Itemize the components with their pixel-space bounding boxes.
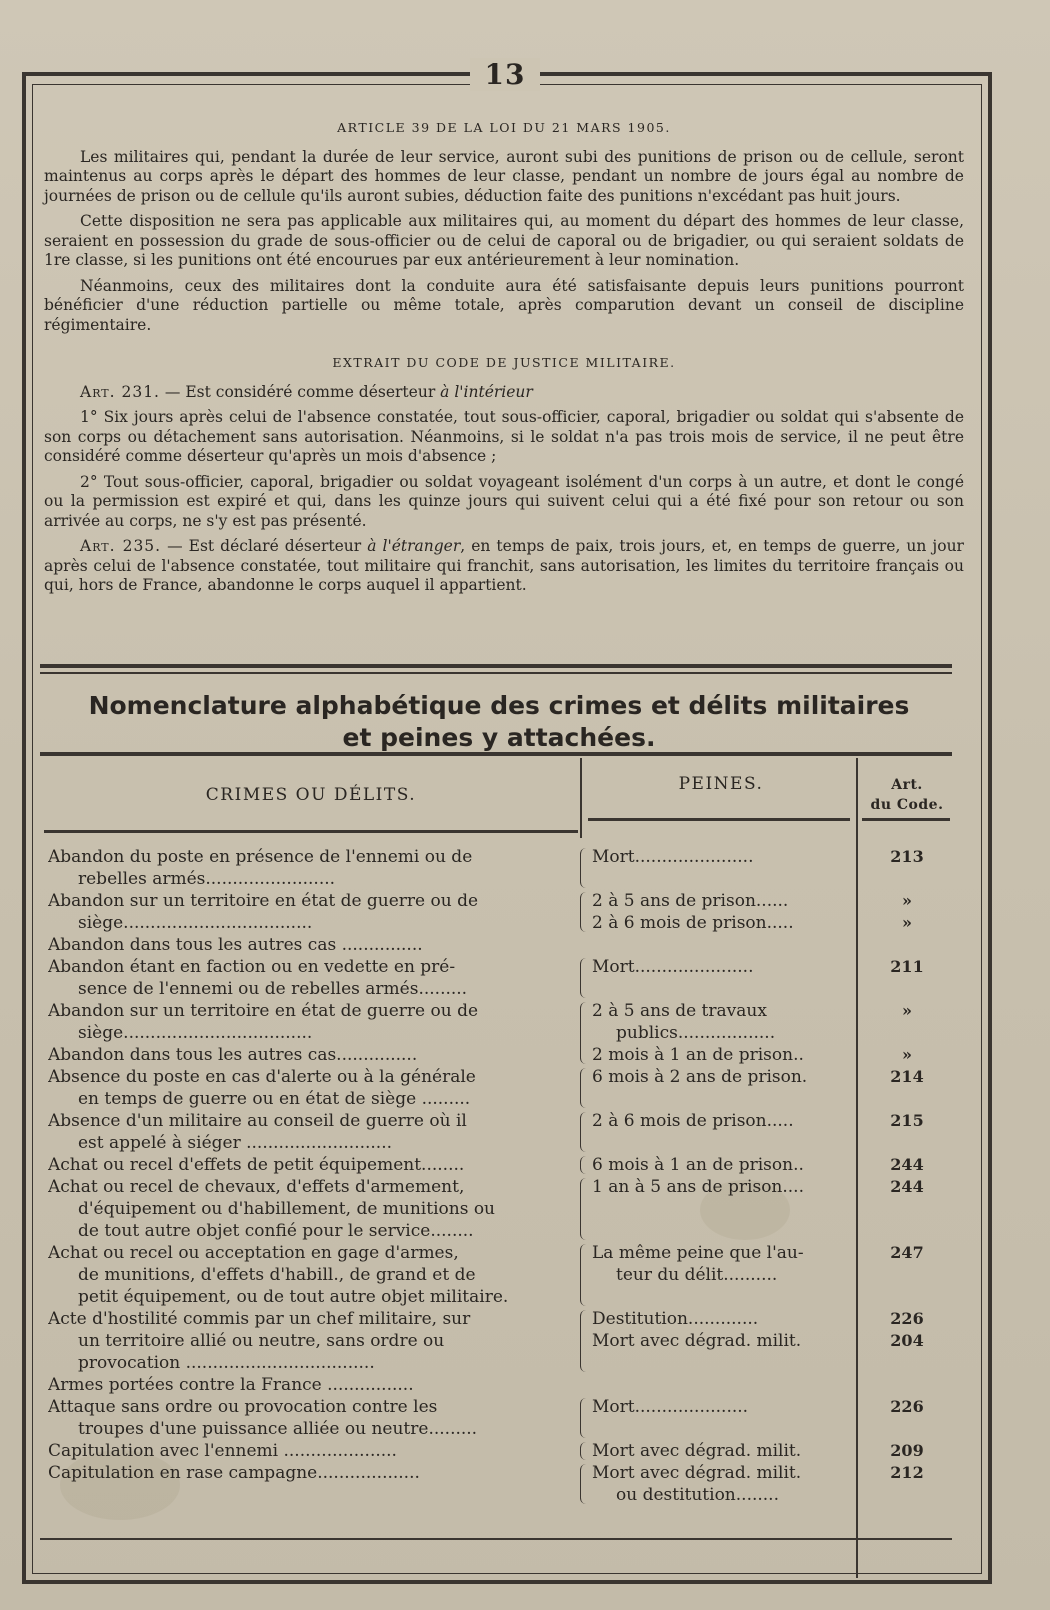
- art231-point2: 2° Tout sous-officier, caporal, brigadier ou soldat voyageant isolément d'un corps à un autre, et dont le congé ou la permission est expiré et qui, dans les quinze jours qui suivent celui qui a été fixé pour son retour ou son arrivée au corps, ne s'y est pas présenté.: [44, 472, 964, 530]
- peine-cell: [592, 956, 854, 978]
- brace-mark: [580, 1398, 591, 1438]
- peine-text: Mort......................: [592, 847, 754, 867]
- brace-mark: [580, 1112, 591, 1152]
- legal-text-section: [44, 110, 964, 602]
- crime-text: siège...................................: [78, 1023, 313, 1043]
- crime-text: Armes portées contre la France ................: [48, 1375, 414, 1395]
- crime-text: troupes d'une puissance alliée ou neutre.........: [78, 1419, 478, 1439]
- peine-cell: [592, 1110, 854, 1132]
- brace-mark: [580, 1442, 591, 1460]
- art231-label: Art. 231.: [80, 382, 160, 401]
- crime-cell: [48, 1462, 578, 1484]
- brace-mark: [580, 1310, 591, 1372]
- header-underline: [862, 818, 950, 821]
- brace-mark: [580, 1464, 591, 1504]
- crime-text: Achat ou recel ou acceptation en gage d'armes,: [48, 1243, 459, 1263]
- peine-text: Mort avec dégrad. milit.: [592, 1331, 802, 1351]
- brace-mark: [580, 958, 591, 998]
- article39-paragraph: Les militaires qui, pendant la durée de leur service, auront subi des punitions de prison ou de cellule, seront maintenus au corps après le départ des hommes de leur classe, pendant un nombre de jours égal au nombre de journées de prison ou de cellule qu'ils auront subies, déduction faite des punitions n'excédant pas huit jours.: [44, 147, 964, 205]
- peine-text: 2 à 5 ans de prison......: [592, 891, 789, 911]
- art231-point1: 1° Six jours après celui de l'absence constatée, tout sous-officier, caporal, brigadier ou soldat qui s'absente de son corps ou détachement sans autorisation. Néanmoins, si le soldat n'a pas trois mois de service, il ne peut être considéré comme déserteur qu'après un mois d'absence ;: [44, 408, 964, 465]
- peine-cell: [592, 1000, 854, 1066]
- art235-body: , en temps de paix, trois jours, et, en temps de guerre, un jour après celui de l'absence constatée, tout militaire qui franchit, sans autorisation, les limites du territoire français ou qui, hors de France, abandonne le corps auquel il appartient.: [44, 537, 964, 594]
- peine-text: La même peine que l'au-: [592, 1243, 804, 1263]
- peine-text: 2 à 5 ans de travaux: [592, 1001, 767, 1021]
- section-divider: [40, 664, 952, 668]
- brace-mark: [580, 1002, 591, 1064]
- peine-cell: [592, 846, 854, 868]
- brace-mark: [580, 848, 591, 888]
- peine-cell: [592, 1396, 854, 1418]
- nomenclature-title-line2: et peines y attachées.: [342, 723, 656, 752]
- art231-intro-text: — Est considéré comme déserteur: [160, 382, 441, 401]
- peine-text: 2 à 6 mois de prison.....: [592, 913, 794, 933]
- crime-cell: [48, 1308, 578, 1374]
- crime-cell: [48, 934, 578, 956]
- crime-cell: [48, 1242, 578, 1308]
- art235-intro-text: — Est déclaré déserteur: [161, 537, 368, 555]
- header-crimes: CRIMES OU DÉLITS.: [205, 785, 417, 805]
- brace-mark: [580, 1156, 591, 1174]
- peine-cell: [592, 1154, 854, 1176]
- crime-cell: [48, 1374, 578, 1396]
- crime-cell: [48, 1440, 578, 1462]
- peine-text: 2 mois à 1 an de prison..: [592, 1045, 804, 1065]
- brace-mark: [580, 1178, 591, 1240]
- peine-cell: [592, 1462, 854, 1506]
- header-article-line2: du Code.: [870, 797, 944, 813]
- column-divider: [856, 758, 858, 1578]
- crime-cell: [48, 1066, 578, 1110]
- crime-text: de munitions, d'effets d'habill., de grand et de: [78, 1265, 476, 1285]
- crime-cell: [48, 1154, 578, 1176]
- crime-cell: [48, 1000, 578, 1044]
- peine-cell: [592, 890, 854, 934]
- header-peines: PEINES.: [678, 774, 764, 794]
- article-number: 244: [890, 1155, 924, 1174]
- crime-text: Abandon dans tous les autres cas ...............: [48, 935, 423, 955]
- crime-text: Capitulation en rase campagne...................: [48, 1463, 420, 1483]
- peine-text: Mort.....................: [592, 1397, 749, 1417]
- peine-cell: [592, 1440, 854, 1462]
- article-number: 214: [890, 1067, 924, 1086]
- article-number: »: [902, 1045, 912, 1064]
- peine-text: publics..................: [616, 1023, 776, 1043]
- crime-text: est appelé à siéger ...........................: [78, 1133, 393, 1153]
- art235-text: [44, 537, 964, 596]
- art235-intro-emphasis: à l'étranger: [367, 537, 461, 555]
- crime-text: Achat ou recel de chevaux, d'effets d'armement,: [48, 1177, 465, 1197]
- crime-text: d'équipement ou d'habillement, de munitions ou: [78, 1199, 496, 1219]
- crime-cell: [48, 1110, 578, 1154]
- peine-cell: [592, 1066, 854, 1088]
- brace-mark: [580, 1068, 591, 1108]
- peine-text: 1 an à 5 ans de prison....: [592, 1177, 804, 1197]
- peine-text: 2 à 6 mois de prison.....: [592, 1111, 794, 1131]
- crime-text: petit équipement, ou de tout autre objet militaire.: [78, 1287, 509, 1307]
- crime-text: Acte d'hostilité commis par un chef militaire, sur: [48, 1309, 471, 1329]
- crime-text: un territoire allié ou neutre, sans ordre ou: [78, 1331, 445, 1351]
- article39-heading: ARTICLE 39 DE LA LOI DU 21 MARS 1905.: [337, 120, 671, 135]
- crime-text: Abandon dans tous les autres cas...............: [48, 1045, 418, 1065]
- peine-text: ou destitution........: [616, 1485, 779, 1505]
- art231-intro: [44, 383, 964, 403]
- article-number: 247: [890, 1243, 924, 1262]
- article-number: »: [902, 913, 912, 932]
- article-number: 204: [890, 1331, 924, 1350]
- peine-cell: [592, 1176, 854, 1198]
- nomenclature-title: [44, 690, 954, 754]
- crime-cell: [48, 1396, 578, 1440]
- crime-text: en temps de guerre ou en état de siège .........: [78, 1089, 471, 1109]
- crime-text: siège...................................: [78, 913, 313, 933]
- peine-text: Mort avec dégrad. milit.: [592, 1463, 802, 1483]
- article-number: 226: [890, 1309, 924, 1328]
- article-number: 212: [890, 1463, 924, 1482]
- page-number: 13: [470, 58, 540, 91]
- crime-text: rebelles armés........................: [78, 869, 336, 889]
- section-divider: [40, 672, 952, 674]
- article-number: 215: [890, 1111, 924, 1130]
- article-number: 213: [890, 847, 924, 866]
- peine-text: 6 mois à 1 an de prison..: [592, 1155, 804, 1175]
- crime-text: sence de l'ennemi ou de rebelles armés.........: [78, 979, 468, 999]
- brace-mark: [580, 892, 591, 932]
- article-number: »: [902, 1001, 912, 1020]
- nomenclature-title-line1: Nomenclature alphabétique des crimes et délits militaires: [88, 691, 910, 720]
- crime-text: Abandon du poste en présence de l'ennemi ou de: [48, 847, 473, 867]
- crime-cell: [48, 846, 578, 890]
- crime-text: Attaque sans ordre ou provocation contre les: [48, 1397, 438, 1417]
- crime-cell: [48, 956, 578, 1000]
- brace-mark: [580, 1244, 591, 1306]
- article-number: 209: [890, 1441, 924, 1460]
- crime-text: Achat ou recel d'effets de petit équipement........: [48, 1155, 465, 1175]
- crime-cell: [48, 890, 578, 934]
- crime-cell: [48, 1176, 578, 1242]
- column-divider: [580, 758, 582, 838]
- article-number: »: [902, 891, 912, 910]
- crime-text: Abandon étant en faction ou en vedette en pré-: [48, 957, 456, 977]
- crime-text: Abandon sur un territoire en état de guerre ou de: [48, 1001, 479, 1021]
- peine-cell: [592, 1242, 854, 1286]
- crime-text: Abandon sur un territoire en état de guerre ou de: [48, 891, 479, 911]
- peine-text: Mort......................: [592, 957, 754, 977]
- article-number: 244: [890, 1177, 924, 1196]
- peine-text: teur du délit..........: [616, 1265, 778, 1285]
- crime-text: Absence du poste en cas d'alerte ou à la générale: [48, 1067, 476, 1087]
- header-underline: [588, 818, 850, 821]
- crime-text: provocation ...................................: [78, 1353, 375, 1373]
- header-article-line1: Art.: [891, 777, 923, 793]
- peine-cell: [592, 1308, 854, 1352]
- peine-text: Mort avec dégrad. milit.: [592, 1441, 802, 1461]
- article39-paragraph: Néanmoins, ceux des militaires dont la conduite aura été satisfaisante depuis leurs punitions pourront bénéficier d'une réduction partielle ou même totale, après comparution devant un conseil de discipline régimentaire.: [44, 276, 964, 334]
- crime-text: Absence d'un militaire au conseil de guerre où il: [48, 1111, 467, 1131]
- article-number: 226: [890, 1397, 924, 1416]
- article39-paragraph: Cette disposition ne sera pas applicable aux militaires qui, au moment du départ des hommes de leur classe, seraient en possession du grade de sous-officier ou de celui de caporal ou de brigadier, ou qui seraient soldats de 1re classe, si les punitions ont été encourues par eux antérieurement à leur nomination.: [44, 212, 964, 269]
- art231-intro-emphasis: à l'intérieur: [440, 382, 533, 401]
- crime-text: de tout autre objet confié pour le service........: [78, 1221, 474, 1241]
- art235-label: Art. 235.: [80, 537, 162, 555]
- table-bottom-rule: [40, 1538, 952, 1540]
- header-underline: [44, 830, 578, 833]
- crime-cell: [48, 1044, 578, 1066]
- article-number: 211: [890, 957, 924, 976]
- peine-text: 6 mois à 2 ans de prison.: [592, 1067, 808, 1087]
- peine-text: Destitution.............: [592, 1309, 759, 1329]
- crime-text: Capitulation avec l'ennemi .....................: [48, 1441, 397, 1461]
- extrait-heading: EXTRAIT DU CODE DE JUSTICE MILITAIRE.: [332, 355, 676, 370]
